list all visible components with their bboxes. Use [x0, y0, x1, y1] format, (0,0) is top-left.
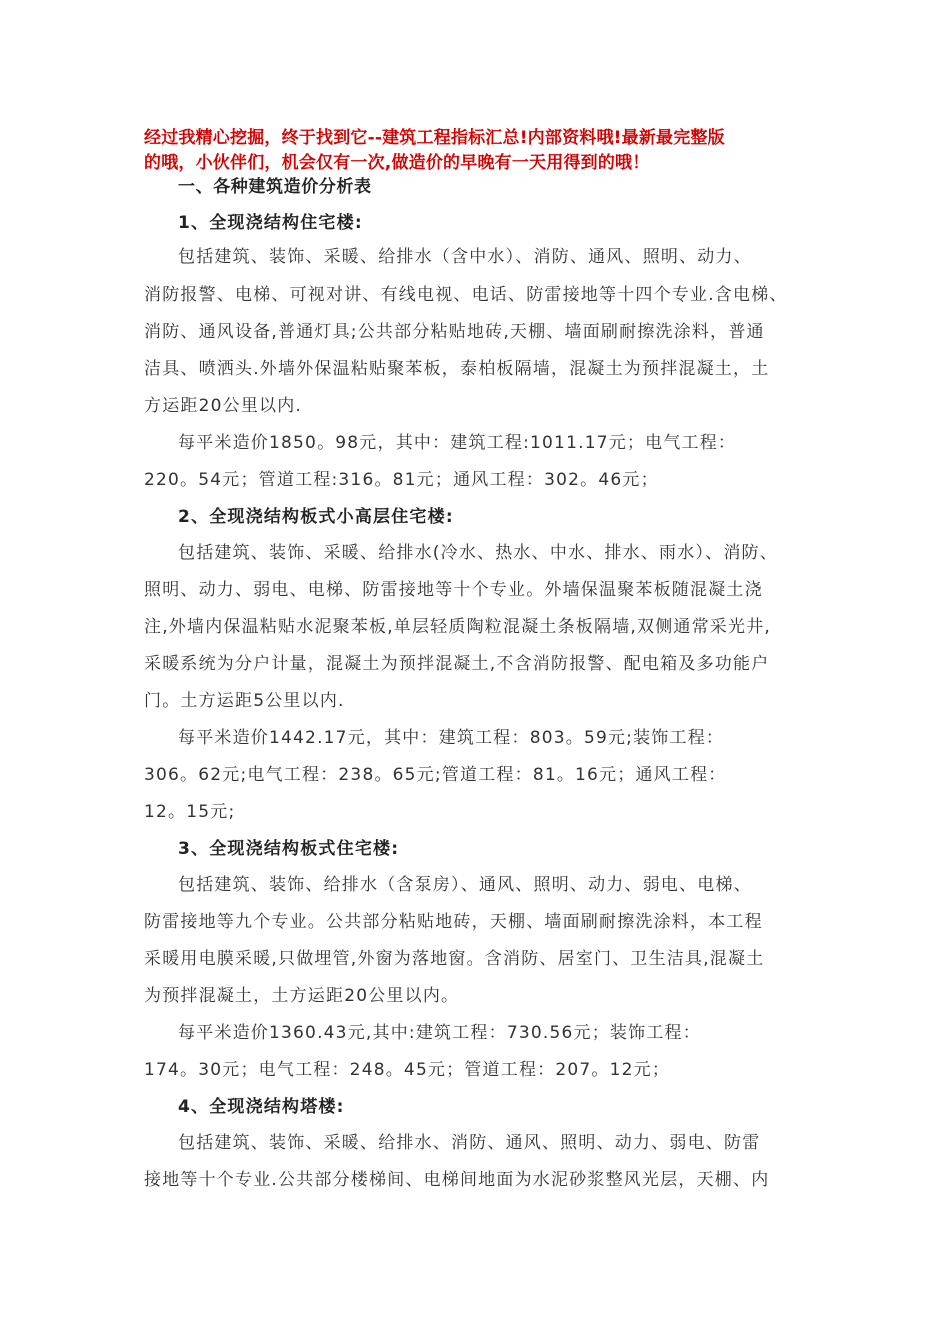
item-desc-line: 消防报警、电梯、可视对讲、有线电视、电话、防雷接地等十四个专业.含电梯、: [144, 285, 788, 305]
section-title: 一、各种建筑造价分析表: [178, 177, 372, 197]
item-heading: 1、全现浇结构住宅楼:: [178, 213, 363, 233]
item-desc-line: 防雷接地等九个专业。公共部分粘贴地砖，天棚、墙面刷耐擦洗涂料，本工程: [144, 912, 763, 932]
item-cost-line: 220。54元；管道工程:316。81元；通风工程：302。46元；: [144, 470, 659, 490]
item-desc-line: 方运距20公里以内.: [144, 396, 303, 416]
item-desc-line: 门。土方运距5公里以内.: [144, 691, 345, 711]
item-desc-line: 包括建筑、装饰、给排水（含泵房）、通风、照明、动力、弱电、电梯、: [178, 875, 752, 895]
item-desc-line: 包括建筑、装饰、采暖、给排水（含中水）、消防、通风、照明、动力、: [178, 247, 752, 267]
item-cost-line: 12。15元;: [144, 802, 236, 822]
item-desc-line: 洁具、喷洒头.外墙外保温粘贴聚苯板，泰柏板隔墙，混凝土为预拌混凝土，土: [144, 359, 770, 379]
intro-paragraph: [144, 126, 824, 176]
item-desc-line: 采暖用电膜采暖,只做埋管,外窗为落地窗。含消防、居室门、卫生洁具,混凝土: [144, 949, 765, 969]
item-desc-line: 注,外墙内保温粘贴水泥聚苯板,单层轻质陶粒混凝土条板隔墙,双侧通常采光井,: [144, 617, 772, 637]
item-desc-line: 照明、动力、弱电、电梯、防雷接地等十个专业。外墙保温聚苯板随混凝土浇: [144, 580, 763, 600]
item-cost-line: 每平米造价1850。98元，其中：建筑工程:1011.17元；电气工程：: [178, 433, 737, 453]
item-desc-line: 采暖系统为分户计量，混凝土为预拌混凝土,不含消防报警、配电箱及多功能户: [144, 654, 770, 674]
item-desc-line: 消防、通风设备,普通灯具;公共部分粘贴地砖,天棚、墙面刷耐擦洗涂料，普通: [144, 322, 765, 342]
item-desc-line: 为预拌混凝土，土方运距20公里以内。: [144, 986, 460, 1006]
item-desc-line: 接地等十个专业.公共部分楼梯间、电梯间地面为水泥砂浆整风光层，天棚、内: [144, 1170, 770, 1190]
item-heading: 4、全现浇结构塔楼:: [178, 1097, 345, 1117]
item-desc-line: 包括建筑、装饰、采暖、给排水(冷水、热水、中水、排水、雨水）、消防、: [178, 543, 778, 563]
item-cost-line: 174。30元；电气工程：248。45元；管道工程：207。12元；: [144, 1060, 671, 1080]
item-cost-line: 306。62元;电气工程：238。65元;管道工程：81。16元；通风工程：: [144, 765, 727, 785]
item-cost-line: 每平米造价1442.17元，其中：建筑工程：803。59元;装饰工程：: [178, 728, 725, 748]
item-heading: 3、全现浇结构板式住宅楼:: [178, 839, 400, 859]
item-heading: 2、全现浇结构板式小高层住宅楼:: [178, 507, 454, 527]
intro-line: 的哦，小伙伴们，机会仅有一次,做造价的早晚有一天用得到的哦！: [144, 153, 650, 173]
item-desc-line: 包括建筑、装饰、采暖、给排水、消防、通风、照明、动力、弱电、防雷: [178, 1133, 761, 1153]
intro-line: 经过我精心挖掘，终于找到它--建筑工程指标汇总!内部资料哦!最新最完整版: [144, 128, 725, 148]
item-cost-line: 每平米造价1360.43元,其中:建筑工程：730.56元；装饰工程：: [178, 1023, 701, 1043]
